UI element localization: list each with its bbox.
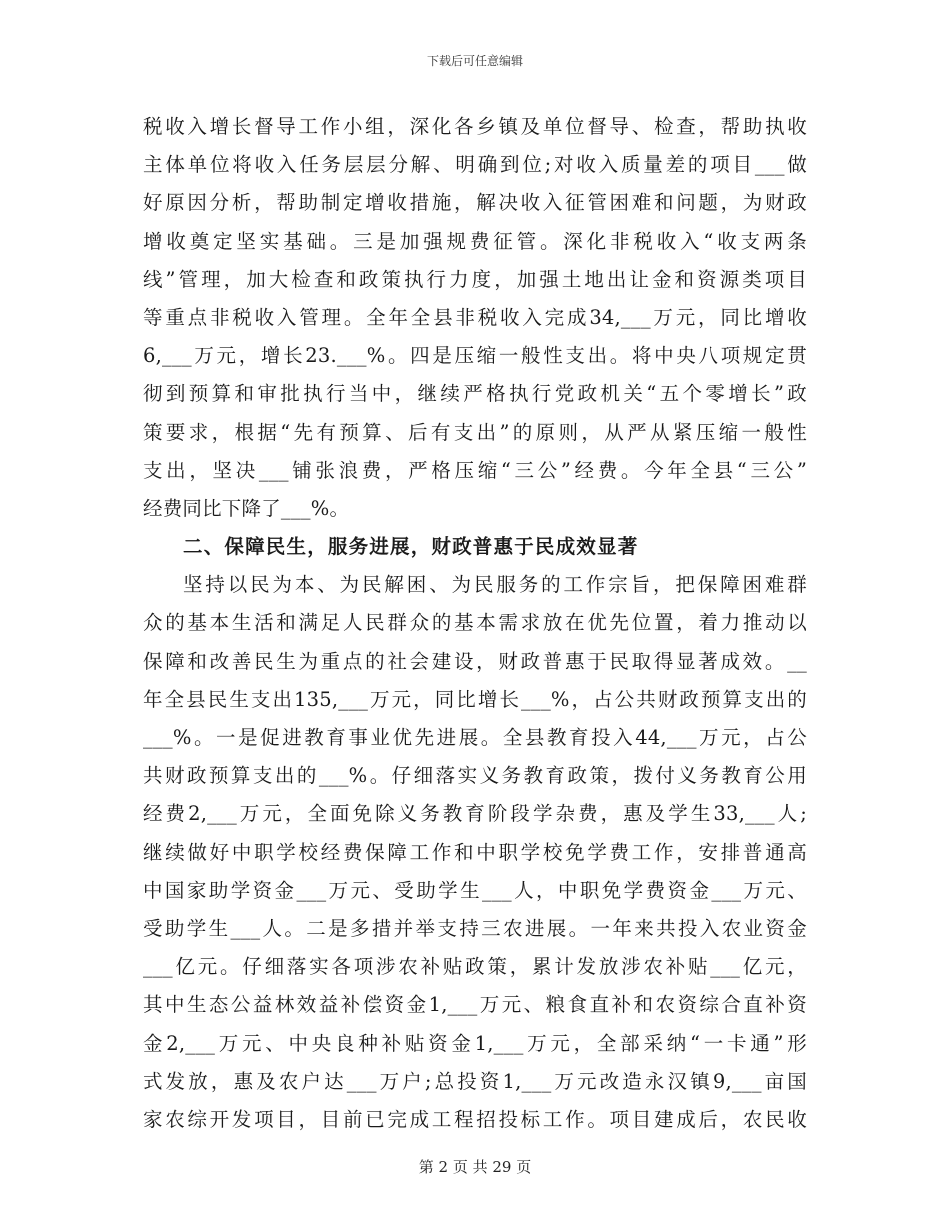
document-body: [143, 108, 807, 1139]
body-line: 6,___万元，增长23.___%。四是压缩一般性支出。将中央八项规定贯: [143, 344, 807, 368]
body-line: 好原因分析，帮助制定增收措施，解决收入征管困难和问题，为财政: [143, 191, 807, 215]
body-line: 受助学生___人。二是多措并举支持三农进展。一年来共投入农业资金: [143, 916, 807, 940]
body-line: 继续做好中职学校经费保障工作和中职学校免学费工作，安排普通高: [143, 840, 807, 864]
body-line: 保障和改善民生为重点的社会建设，财政普惠于民取得显著成效。__: [143, 649, 807, 673]
body-line: 其中生态公益林效益补偿资金1,___万元、粮食直补和农资综合直补资: [143, 993, 807, 1017]
section-heading: 二、保障民生，服务进展，财政普惠于民成效显著: [183, 535, 639, 559]
body-line: 策要求，根据“先有预算、后有支出”的原则，从严从紧压缩一般性: [143, 420, 807, 444]
body-line: 线”管理，加大检查和政策执行力度，加强土地出让金和资源类项目: [143, 267, 807, 291]
body-line: 金2,___万元、中央良种补贴资金1,___万元，全部采纳“一卡通”形: [143, 1031, 807, 1055]
body-line: ___亿元。仔细落实各项涉农补贴政策，累计发放涉农补贴___亿元，: [143, 955, 807, 979]
body-line: ___%。一是促进教育事业优先进展。全县教育投入44,___万元，占公: [143, 726, 807, 749]
body-line: 中国家助学资金___万元、受助学生___人，中职免学费资金___万元、: [143, 878, 807, 902]
body-line: 主体单位将收入任务层层分解、明确到位;对收入质量差的项目___做: [143, 153, 807, 177]
page-header-note: 下载后可任意编辑: [426, 54, 523, 68]
body-line: 增收奠定坚实基础。三是加强规费征管。深化非税收入“收支两条: [143, 229, 807, 253]
body-line: 坚持以民为本、为民解困、为民服务的工作宗旨，把保障困难群: [183, 573, 807, 597]
body-line: 众的基本生活和满足人民群众的基本需求放在优先位置，着力推动以: [143, 611, 807, 635]
page-number: 第 2 页 共 29 页: [418, 1158, 532, 1176]
body-line: 家农综开发项目，目前已完成工程招投标工作。项目建成后，农民收: [143, 1107, 807, 1131]
body-line: 年全县民生支出135,___万元，同比增长___%，占公共财政预算支出的: [143, 687, 807, 711]
body-line: 彻到预算和审批执行当中，继续严格执行党政机关“五个零增长”政: [143, 382, 807, 406]
body-line: 经费2,___万元，全面免除义务教育阶段学杂费，惠及学生33,___人;: [143, 802, 807, 826]
body-line: 税收入增长督导工作小组，深化各乡镇及单位督导、检查，帮助执收: [143, 115, 807, 138]
body-line: 式发放，惠及农户达___万户;总投资1,___万元改造永汉镇9,___亩国: [143, 1069, 807, 1093]
body-line: 等重点非税收入管理。全年全县非税收入完成34,___万元，同比增收: [143, 305, 807, 329]
body-line: 经费同比下降了___%。: [143, 496, 350, 520]
body-line: 共财政预算支出的___%。仔细落实义务教育政策，拨付义务教育公用: [143, 764, 807, 788]
body-line: 支出，坚决___铺张浪费，严格压缩“三公”经费。今年全县“三公”: [143, 458, 807, 482]
